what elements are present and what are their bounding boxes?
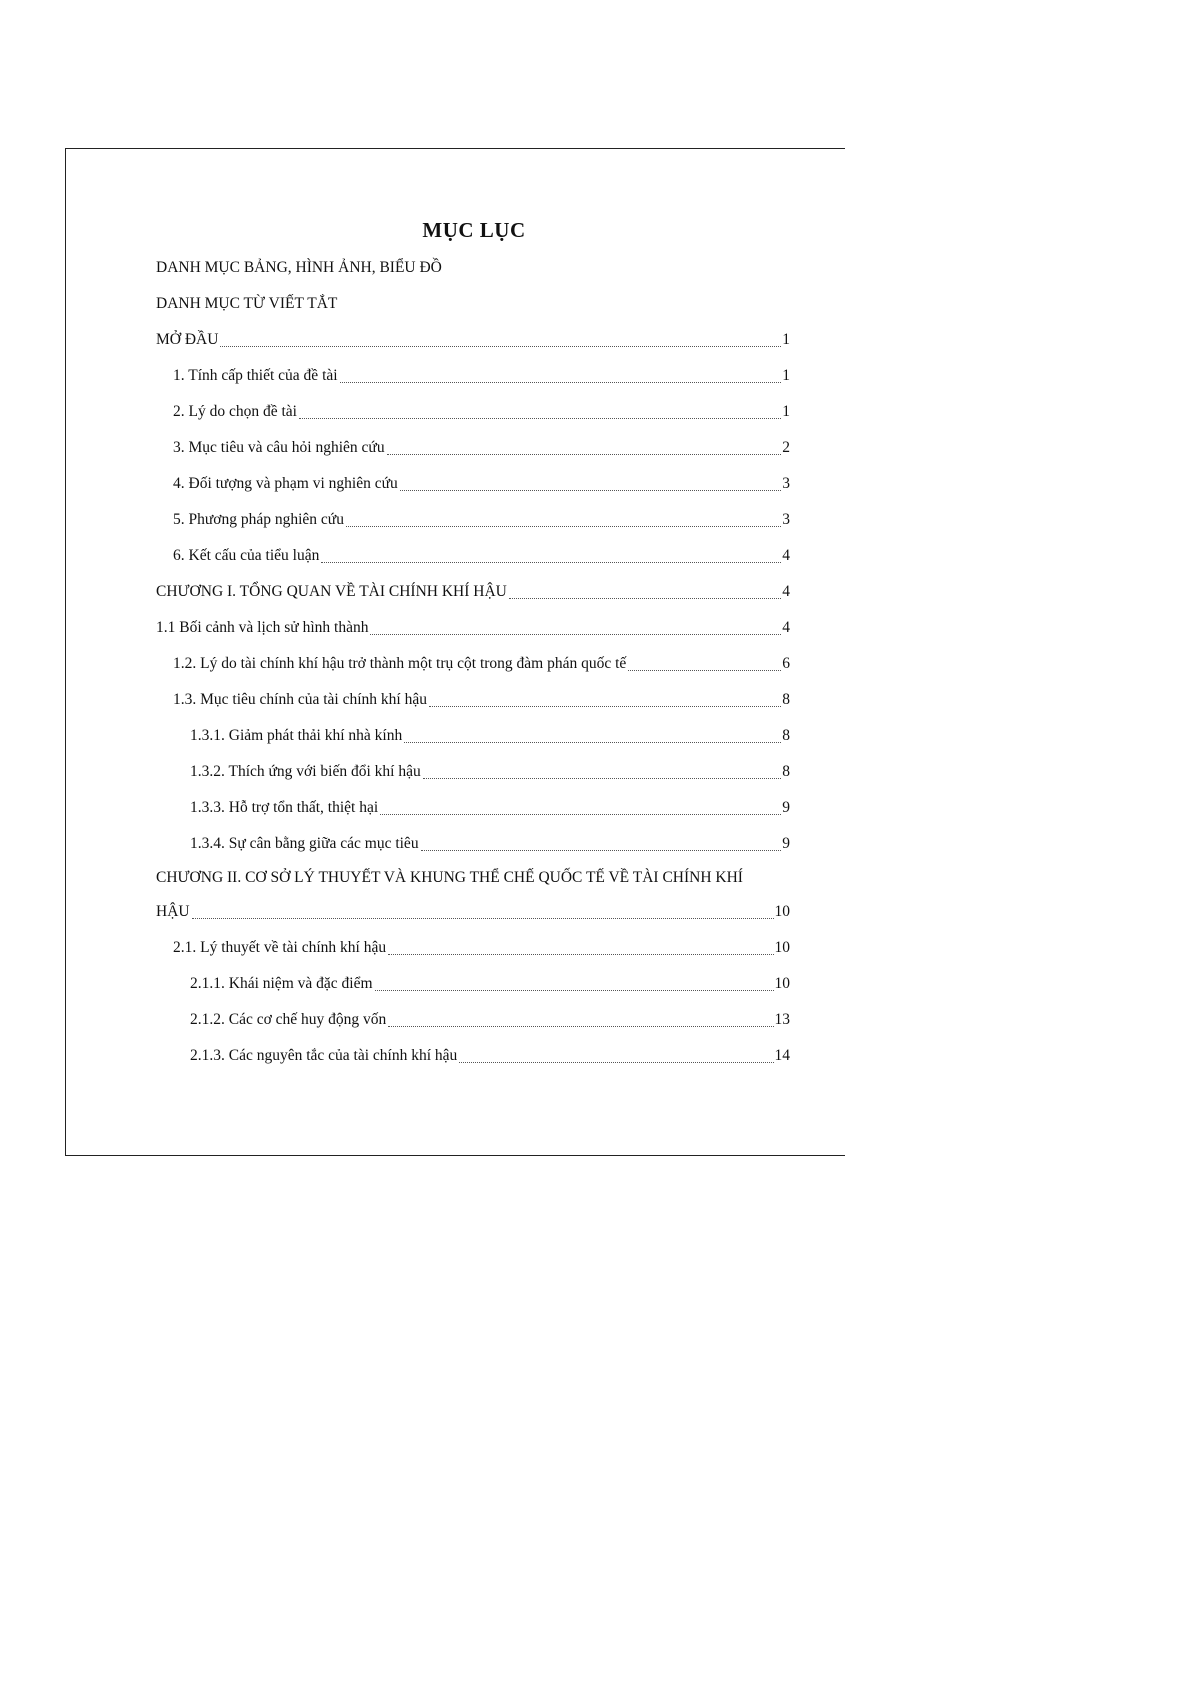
toc-page-number: 2	[782, 439, 790, 456]
dot-leader	[423, 778, 781, 779]
toc-entry-label: MỞ ĐẦU	[156, 331, 219, 348]
dot-leader	[388, 954, 773, 955]
toc-page-number: 10	[774, 975, 790, 992]
dot-leader	[321, 562, 781, 563]
toc-entry-label: CHƯƠNG I. TỔNG QUAN VỀ TÀI CHÍNH KHÍ HẬU	[156, 583, 507, 600]
toc-page-number: 1	[782, 331, 790, 348]
toc-entry	[156, 250, 790, 286]
toc-entry	[156, 930, 790, 966]
toc-entry-label: 1.1 Bối cảnh và lịch sử hình thành	[156, 619, 369, 636]
toc-entry-label: 1.3.1. Giảm phát thải khí nhà kính	[190, 727, 403, 744]
toc-entry	[156, 322, 790, 358]
toc-entry	[156, 358, 790, 394]
toc-entry-label: 1.3.2. Thích ứng với biến đổi khí hậu	[190, 763, 421, 780]
dot-leader	[628, 670, 781, 671]
toc-entry-label: 2.1.3. Các nguyên tắc của tài chính khí hậu	[190, 1047, 458, 1064]
toc-entry	[156, 394, 790, 430]
toc-entry	[156, 682, 790, 718]
toc-page-number: 3	[782, 475, 790, 492]
toc-entry-label: 4. Đối tượng và phạm vi nghiên cứu	[173, 475, 398, 492]
toc-entry	[156, 862, 790, 894]
toc-page-number: 8	[782, 691, 790, 708]
toc-entry-label: 3. Mục tiêu và câu hỏi nghiên cứu	[173, 439, 385, 456]
dot-leader	[404, 742, 781, 743]
toc-entry	[156, 1002, 790, 1038]
dot-leader	[370, 634, 781, 635]
toc-entry	[156, 718, 790, 754]
toc-page-number: 8	[782, 763, 790, 780]
toc-entry-label: 5. Phương pháp nghiên cứu	[173, 511, 344, 528]
toc-entry-label: 1. Tính cấp thiết của đề tài	[173, 367, 338, 384]
dot-leader	[421, 850, 781, 851]
toc-entry-label: 2.1. Lý thuyết về tài chính khí hậu	[173, 939, 387, 956]
toc-entry-label: 6. Kết cấu của tiểu luận	[173, 547, 320, 564]
dot-leader	[387, 454, 781, 455]
toc-page-number: 4	[782, 619, 790, 636]
dot-leader	[509, 598, 781, 599]
toc-entry	[156, 286, 790, 322]
toc-entry-label: 1.3. Mục tiêu chính của tài chính khí hậu	[173, 691, 427, 708]
toc-entry-label: 1.2. Lý do tài chính khí hậu trở thành một trụ cột trong đàm phán quốc tế	[173, 655, 627, 672]
toc-page-number: 3	[782, 511, 790, 528]
toc-entry-label: 1.3.4. Sự cân bằng giữa các mục tiêu	[190, 835, 419, 852]
dot-leader	[340, 382, 781, 383]
toc-entry	[156, 574, 790, 610]
dot-leader	[388, 1026, 773, 1027]
toc-page-number: 14	[774, 1047, 790, 1064]
toc-entry	[156, 1038, 790, 1074]
toc-page-number: 1	[782, 403, 790, 420]
toc-entry	[156, 826, 790, 862]
toc-page-number: 10	[774, 939, 790, 956]
toc-entry	[156, 646, 790, 682]
dot-leader	[220, 346, 781, 347]
table-of-contents	[156, 250, 790, 1074]
dot-leader	[459, 1062, 773, 1063]
toc-title: MỤC LỤC	[422, 218, 526, 242]
toc-entry	[156, 894, 790, 930]
dot-leader	[192, 918, 774, 919]
dot-leader	[429, 706, 781, 707]
toc-page-number: 4	[782, 547, 790, 564]
toc-entry	[156, 790, 790, 826]
dot-leader	[375, 990, 774, 991]
toc-page-number: 9	[782, 835, 790, 852]
toc-entry	[156, 502, 790, 538]
dot-leader	[299, 418, 781, 419]
dot-leader	[400, 490, 781, 491]
toc-page-number: 8	[782, 727, 790, 744]
toc-entry	[156, 430, 790, 466]
toc-page-number: 4	[782, 583, 790, 600]
toc-page-number: 1	[782, 367, 790, 384]
toc-entry	[156, 538, 790, 574]
toc-entry-label: 2.1.1. Khái niệm và đặc điểm	[190, 975, 373, 992]
toc-page-number: 13	[774, 1011, 790, 1028]
toc-entry-label: DANH MỤC TỪ VIẾT TẮT	[156, 295, 338, 312]
toc-page-number: 9	[782, 799, 790, 816]
toc-entry	[156, 610, 790, 646]
toc-entry	[156, 966, 790, 1002]
toc-entry	[156, 466, 790, 502]
dot-leader	[380, 814, 781, 815]
toc-page-number: 10	[774, 903, 790, 920]
toc-entry-label: DANH MỤC BẢNG, HÌNH ẢNH, BIỂU ĐỒ	[156, 259, 442, 276]
toc-entry-label: HẬU	[156, 903, 190, 920]
toc-entry-label: 1.3.3. Hỗ trợ tổn thất, thiệt hại	[190, 799, 379, 816]
toc-page-number: 6	[782, 655, 790, 672]
toc-entry-label: CHƯƠNG II. CƠ SỞ LÝ THUYẾT VÀ KHUNG THỂ CHẾ QUỐC TẾ VỀ TÀI CHÍNH KHÍ	[156, 869, 743, 886]
toc-entry-label: 2. Lý do chọn đề tài	[173, 403, 297, 420]
toc-entry-label: 2.1.2. Các cơ chế huy động vốn	[190, 1011, 387, 1028]
toc-entry	[156, 754, 790, 790]
dot-leader	[346, 526, 781, 527]
